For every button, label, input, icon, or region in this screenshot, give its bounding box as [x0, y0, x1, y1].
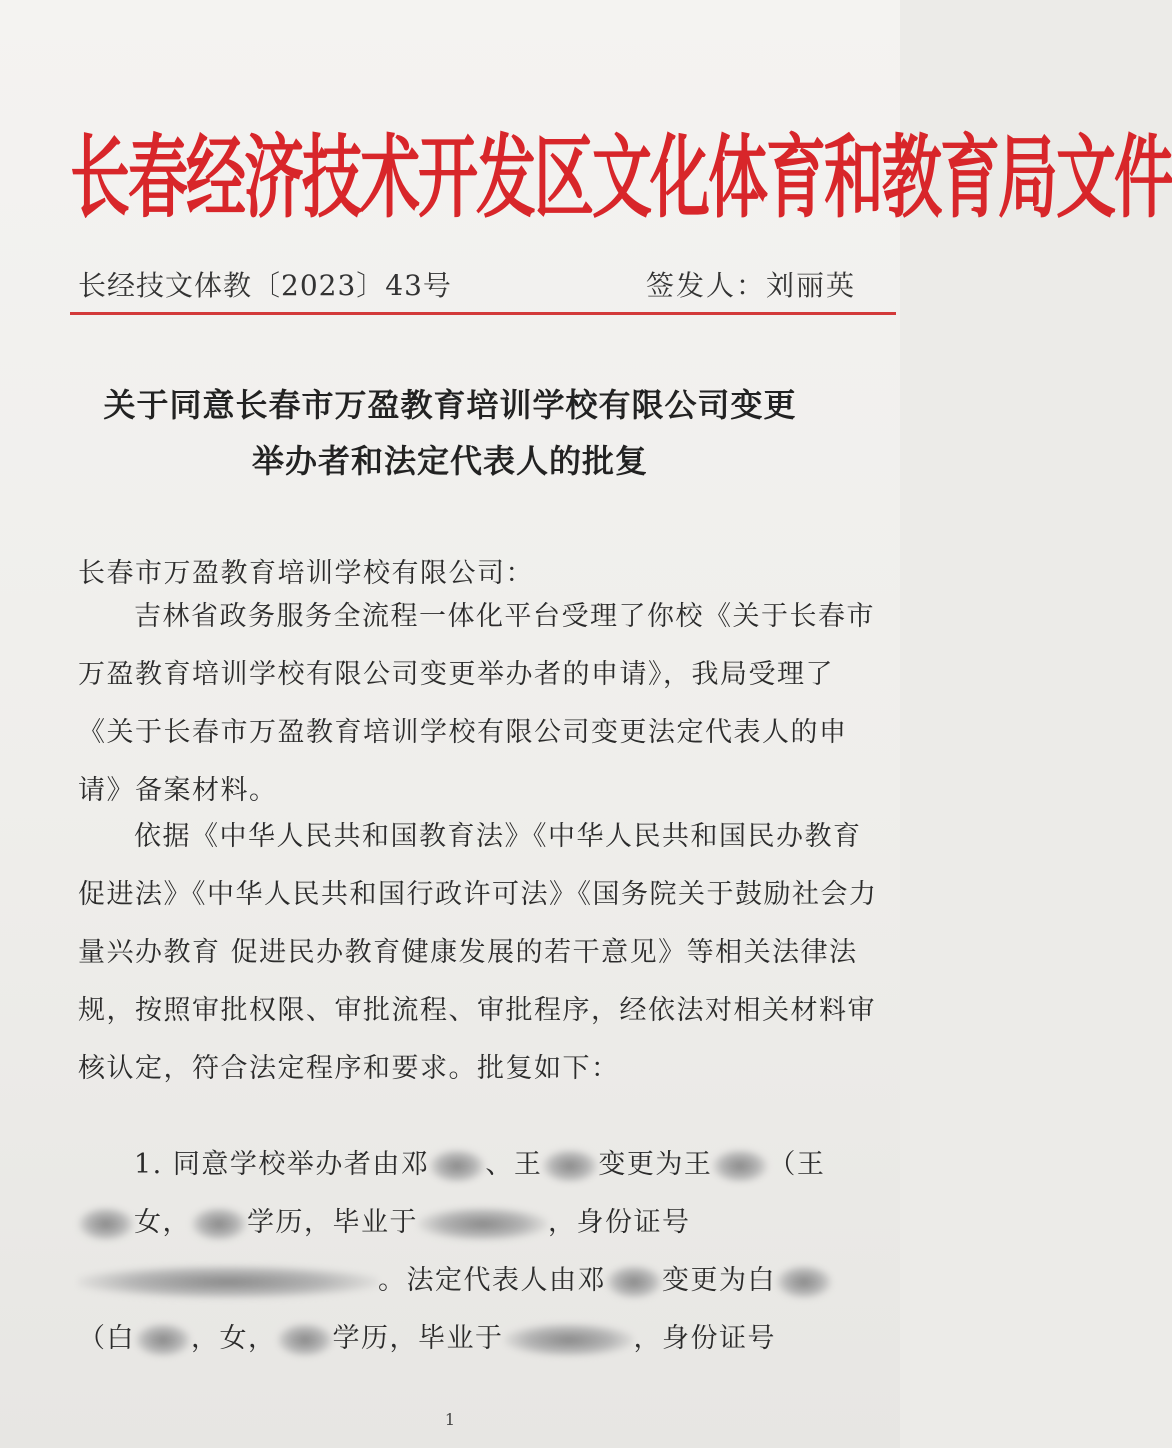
item-text: ，身份证号 [548, 1207, 691, 1238]
redaction-blur [277, 1323, 333, 1357]
item-text: 变更为白 [662, 1265, 776, 1296]
item-text: 、王 [485, 1149, 543, 1180]
item-text: 1. 同意学校举办者由邓 [134, 1149, 430, 1180]
item-text: ，女， [191, 1323, 277, 1354]
document-number: 长经技文体教〔2023〕43号 [78, 269, 452, 302]
paragraph-1: 吉林省政务服务全流程一体化平台受理了你校《关于长春市万盈教育培训学校有限公司变更举办者的申请》，我局受理了《关于长春市万盈教育培训学校有限公司变更法定代表人的申请》备案材料。 [78, 601, 875, 806]
document-title-line-1: 关于同意长春市万盈教育培训学校有限公司变更 [103, 386, 797, 424]
redaction-blur [78, 1207, 134, 1241]
redaction-blur [78, 1265, 378, 1299]
item-text: 变更为王 [598, 1149, 713, 1180]
redaction-blur [418, 1207, 548, 1241]
document-title-line-2: 举办者和法定代表人的批复 [251, 442, 648, 480]
item-text: ，身份证号 [633, 1323, 776, 1354]
redaction-blur [776, 1265, 832, 1299]
item-text: 学历，毕业于 [247, 1207, 418, 1238]
approval-item-1 [78, 1136, 878, 1368]
redaction-blur [542, 1149, 598, 1183]
item-text: 学历，毕业于 [332, 1323, 504, 1354]
issuing-org-title: 长春经济技术开发区文化体育和教育局文件 [70, 126, 1172, 231]
recipient: 长春市万盈教育培训学校有限公司： [78, 558, 534, 589]
red-divider-line [70, 312, 896, 315]
signer: 签发人：刘丽英 [645, 269, 856, 302]
item-text: 女， [134, 1207, 191, 1238]
item-text: （白 [78, 1323, 135, 1354]
item-text: （王 [768, 1149, 826, 1180]
redaction-blur [712, 1149, 768, 1183]
redaction-blur [606, 1265, 662, 1299]
redaction-blur [191, 1207, 247, 1241]
redaction-blur [135, 1323, 191, 1357]
page-number: 1 [444, 1410, 456, 1429]
redaction-blur [504, 1323, 634, 1357]
paragraph-2: 依据《中华人民共和国教育法》《中华人民共和国民办教育促进法》《中华人民共和国行政许可法》《国务院关于鼓励社会力量兴办教育 促进民办教育健康发展的若干意见》等相关法律法规，按照审批权限、审批流程、审批程序，经依法对相关材料审核认定，符合法定程序和要求。批复如下： [78, 821, 878, 1084]
redaction-blur [429, 1149, 485, 1183]
item-text: 。法定代表人由邓 [378, 1265, 606, 1296]
